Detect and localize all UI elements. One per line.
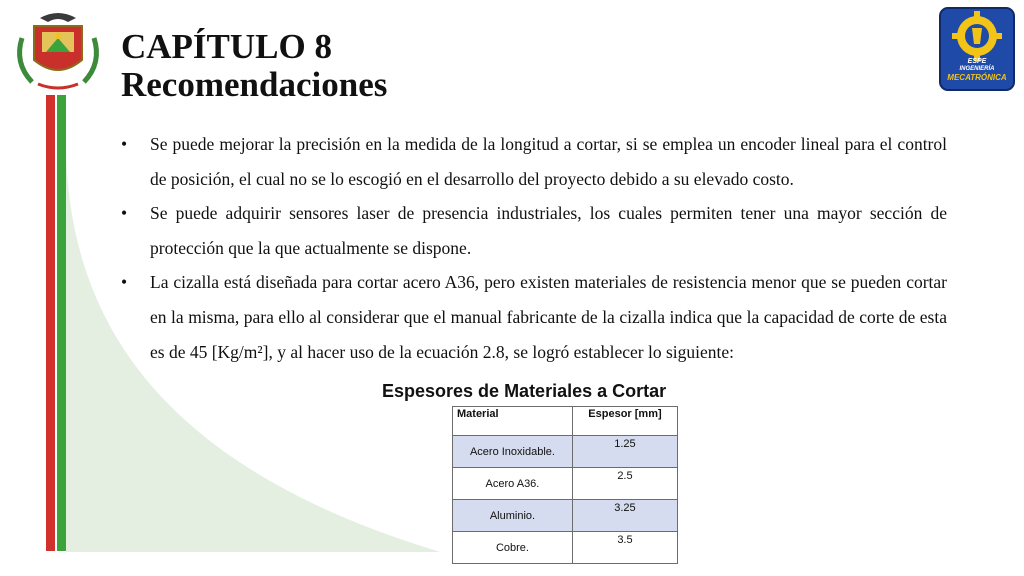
bullet-item [121, 196, 947, 265]
red-stripe [46, 95, 55, 551]
logo-text-ingenieria: INGENIERÍA [959, 66, 995, 72]
title-chapter: CAPÍTULO 8 [121, 27, 332, 66]
table-row [453, 468, 678, 500]
material-cell: Acero A36. [453, 468, 573, 500]
material-cell: Cobre. [453, 532, 573, 564]
bullet-list [121, 127, 947, 369]
logo-caption [938, 58, 1016, 83]
table-row [453, 500, 678, 532]
logo-text-espe: ESPE [967, 58, 987, 65]
table-row [453, 532, 678, 564]
column-header-thickness: Espesor [mm] [572, 407, 677, 436]
table-header-row [453, 407, 678, 436]
bullet-item [121, 265, 947, 369]
title-section: Recomendaciones [121, 65, 388, 104]
bullet-item [121, 127, 947, 196]
bullet-marker: • [121, 272, 128, 293]
bullet-text: La cizalla está diseñada para cortar acero A36, pero existen materiales de resistencia menor que se pueden cortar en la misma, para ello al considerar que el manual fabricante de la cizalla indica que la capacidad de corte de esta es de 45 [Kg/m²], y al hacer uso de la ecuación 2.8, se logró establecer lo siguiente: [150, 272, 947, 362]
thickness-cell: 2.5 [572, 468, 677, 500]
slide-title [121, 28, 387, 104]
green-stripe [57, 95, 66, 551]
bullet-text: Se puede adquirir sensores laser de presencia industriales, los cuales permiten tener una mayor sección de protección que la que actualmente se dispone. [150, 203, 947, 258]
university-crest-icon [10, 8, 106, 94]
thickness-cell: 3.25 [572, 500, 677, 532]
thickness-cell: 3.5 [572, 532, 677, 564]
bullet-marker: • [121, 203, 128, 224]
bullet-text: Se puede mejorar la precisión en la medida de la longitud a cortar, si se emplea un encoder lineal para el control de posición, el cual no se lo escogió en el desarrollo del proyecto debido a su elevado costo. [150, 134, 947, 189]
materials-table [452, 406, 678, 564]
material-cell: Acero Inoxidable. [453, 436, 573, 468]
logo-text-mecatronica: MECATRÓNICA [947, 73, 1007, 82]
thickness-cell: 1.25 [572, 436, 677, 468]
material-cell: Aluminio. [453, 500, 573, 532]
table-row [453, 436, 678, 468]
table-title: Espesores de Materiales a Cortar [382, 381, 667, 401]
column-header-material: Material [453, 407, 573, 436]
bullet-marker: • [121, 134, 128, 154]
